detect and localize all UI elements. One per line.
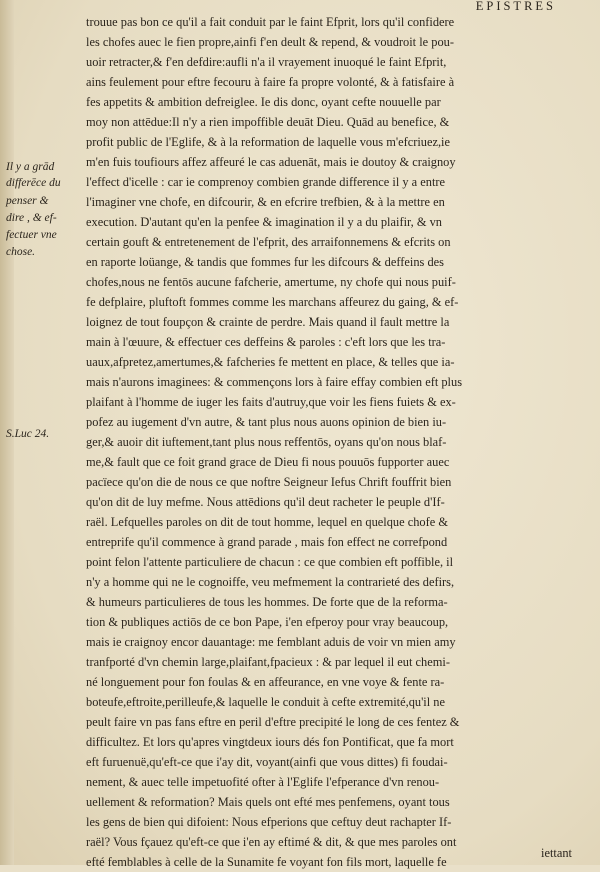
text-line: l'imaginer vne chofe, en difcourir, & en efcrire trefbien, & à la mettre en [86, 195, 445, 209]
text-line: mais n'aurons imaginees: & commençons lors à faire effay combien eft plus [86, 375, 463, 389]
text-line: uoir retracter,& f'en defdire:aufli n'a il vrayement inuoqué le faint Efprit, [86, 55, 447, 69]
margin-note: penser & [6, 195, 49, 207]
text-line: certain gouft & entretenement de l'efprit, des arraifonnemens & efcrits on [86, 235, 451, 249]
margin-note: dire , & ef- [6, 212, 57, 224]
text-line: en raporte loüange, & tandis que fommes fur les difcours & deffeins des [86, 255, 444, 269]
text-line: trouue pas bon ce qu'il a fait conduit par le faint Efprit, lors qu'il confidere [86, 15, 455, 29]
text-line: fes appetits & ambition defreiglee. Ie dis donc, oyant cefte nouuelle par [86, 95, 441, 109]
text-line: main à l'œuure, & effectuer ces deffeins & paroles : c'eft lors que les tra- [86, 335, 446, 349]
body-text [86, 12, 578, 872]
text-line: tion & publiques actiōs de ce bon Pape, i'en efperoy pour vray beaucoup, [86, 615, 449, 629]
text-line: m'en fuis toufiours affez affeuré le cas aduenāt, mais ie doutoy & craignoy [86, 155, 456, 169]
margin-note: fectuer vne [6, 229, 57, 241]
margin-note: S.Luc 24. [6, 428, 50, 440]
text-line: eft furuenuë,qu'eft-ce que i'ay dit, voyant(ainfi que vous dittes) fi foudai- [86, 755, 448, 769]
text-line: & humeurs particulieres de tous les hommes. De forte que de la reforma- [86, 595, 448, 609]
text-line: peult faire vn pas fans eftre en peril d'eftre precipité le long de ces fentez & [86, 715, 460, 729]
text-line: plaifant à l'homme de iuger les faits d'autruy,que voir les fiens fuiets & ex- [86, 395, 456, 409]
margin-note: chose. [6, 246, 36, 258]
text-line: pofez au iugement d'vn autre, & tant plus nous auons opinion de bien iu- [86, 415, 447, 429]
text-line: n'y a homme qui ne le cognoiffe, veu mefmement la contrarieté des defirs, [86, 575, 455, 589]
text-line: uellement & reformation? Mais quels ont efté mes penfemens, oyant tous [86, 795, 450, 809]
text-line: nement, & auec telle impetuofité ofter à l'Eglife l'efperance d'vn renou- [86, 775, 440, 789]
text-line: profit public de l'Eglife, & à la reformation de laquelle vous m'efcriuez,ie [86, 135, 450, 149]
text-line: ains feulement pour eftre fecouru à faire fa propre volonté, & à fatisfaire à [86, 75, 455, 89]
text-line: mais ie craignoy encor dauantage: me femblant aduis de voir vn mien amy [86, 635, 456, 649]
text-line: les gens de bien qui difoient: Nous efperions que ceftuy deut rachapter If- [86, 815, 452, 829]
text-line: pacïece qu'on die de nous ce que noftre Seigneur Iefus Chrift fouffrit bien [86, 475, 452, 489]
text-line: entreprife qu'il commence à grand parade , mais fon effect ne correfpond [86, 535, 448, 549]
text-line: difficultez. Et lors qu'apres vingtdeux iours dés fon Pontificat, que fa mort [86, 735, 454, 749]
text-line: loignez de tout foupçon & crainte de perdre. Mais quand il fault mettre la [86, 315, 450, 329]
text-line: les chofes auec le fien propre,ainfi f'en deult & repend, & voudroit le pou- [86, 35, 454, 49]
text-line: moy non attēdue:Il n'y a rien impoffible deuāt Dieu. Quād au benefice, & [86, 115, 450, 129]
text-line: l'effect d'icelle : car ie comprenoy combien grande difference il y a entre [86, 175, 446, 189]
text-line: uaux,afpretez,amertumes,& fafcheries fe mettent en place, & telles que ia- [86, 355, 455, 369]
margin-note: differēce du [6, 177, 61, 189]
text-line: tranfporté d'vn chemin large,plaifant,fpacieux : & par lequel il eut chemi- [86, 655, 450, 669]
text-line: raël. Lefquelles paroles on dit de tout homme, lequel en quelque chofe & [86, 515, 448, 529]
text-line: qu'on dit de luy mefme. Nous attēdions qu'il deut racheter le peuple d'If- [86, 495, 445, 509]
text-line: raël? Vous fçauez qu'eft-ce que i'en ay eftimé & dit, & que mes paroles ont [86, 835, 457, 849]
text-line: né longuement pour fon foulas & en affeurance, en vne voye & fente ra- [86, 675, 445, 689]
text-line: execution. D'autant qu'en la penfee & imagination il y a du plaifir, & vn [86, 215, 442, 229]
catchword: iettant [541, 846, 572, 860]
text-line: ger,& auoir dit iuftement,tant plus nous reffentōs, oyans qu'on nous blaf- [86, 435, 447, 449]
text-line: boteufe,eftroite,perilleufe,& laquelle le conduit à cefte extremité,qu'il ne [86, 695, 445, 709]
text-line: fe defplaire, pluftoft fommes comme les marchans affeurez du gaing, & ef- [86, 295, 459, 309]
text-line: me,& fault que ce foit grand grace de Dieu fi nous pouuōs fupporter auec [86, 455, 450, 469]
running-head: EPISTRES [475, 0, 556, 13]
margin-note: Il y a grād [6, 161, 55, 173]
text-line: chofes,nous ne fentōs aucune fafcherie, amertume, ny chofe qui nous puif- [86, 275, 456, 289]
text-line: efté femblables à celle de la Sunamite fe voyant fon fils mort, laquelle fe [86, 855, 447, 869]
text-line: point felon l'attente particuliere de chacun : ce que combien eft poffible, il [86, 555, 454, 569]
